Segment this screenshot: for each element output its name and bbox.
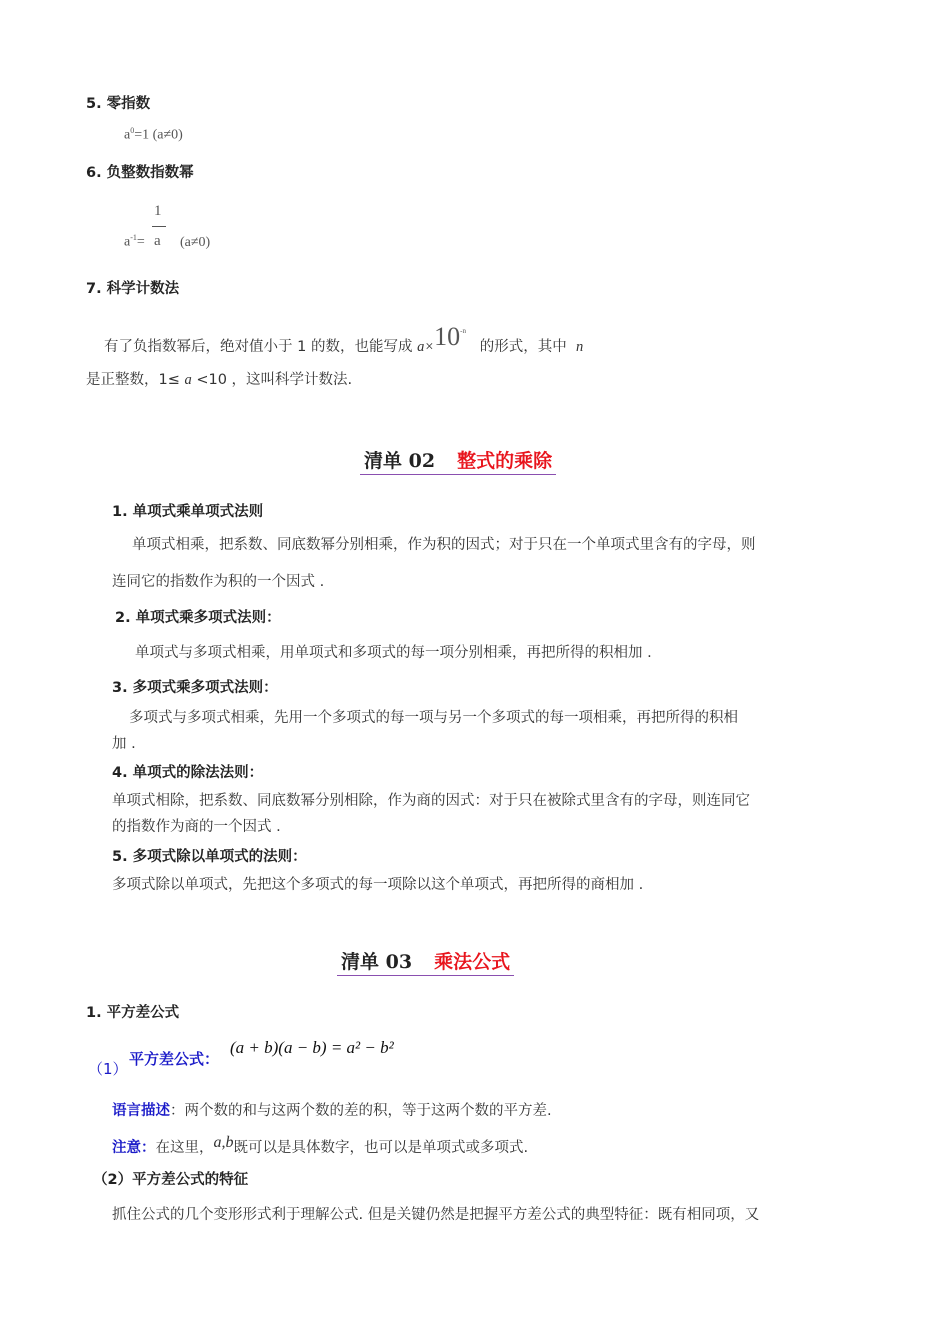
heading-difference-of-squares: 1. 平方差公式 [86,1005,180,1021]
rule-text: 的指数作为商的一个因式 . [112,819,281,835]
rule-heading: 1. 单项式乘单项式法则 [112,504,264,520]
rule-heading: 2. 单项式乘多项式法则： [115,610,281,626]
item-number: （1） [88,1060,128,1078]
rule-heading: 4. 单项式的除法法则： [112,765,264,781]
rule-text: 单项式与多项式相乘，用单项式和多项式的每一项分别相乘，再把所得的积相加 . [135,645,652,661]
formula-zero-exponent: $a^0=1$ (a≠0) [124,126,183,143]
features-text: 抓住公式的几个变形形式利于理解公式. 但是关键仍然是把握平方差公式的典型特征：既有相同项，又 [112,1207,760,1223]
rule-text: 单项式相乘，把系数、同底数幂分别相乘，作为积的因式；对于只在一个单项式里含有的字母，则 [132,537,756,553]
rule-text: 连同它的指数作为积的一个因式 . [112,574,325,590]
heading-scientific-notation: 7. 科学计数法 [86,281,180,297]
heading-features: （2）平方差公式的特征 [93,1172,249,1188]
formula-difference-of-squares: (a + b)(a − b) = a² − b² [230,1038,394,1057]
scientific-notation-text-2: 是正整数，1≤ a <10 ，这叫科学计数法. [86,372,353,388]
formula-label: 平方差公式： [129,1050,220,1068]
section-title-03: 清单 03 乘法公式 [337,947,514,976]
rule-heading: 3. 多项式乘多项式法则： [112,680,278,696]
section-title-02: 清单 02 整式的乘除 [360,446,556,475]
rule-text: 单项式相除，把系数、同底数幂分别相除，作为商的因式：对于只在被除式里含有的字母，则连同它 [112,793,750,809]
heading-zero-exponent: 5. 零指数 [86,96,151,112]
rule-heading: 5. 多项式除以单项式的法则： [112,849,307,865]
rule-text: 多项式除以单项式，先把这个多项式的每一项除以这个单项式，再把所得的商相加 . [112,877,644,893]
rule-text: 多项式与多项式相乘，先用一个多项式的每一项与另一个多项式的每一项相乘，再把所得的积相 [129,710,738,726]
note-line: 注意：在这里，a,b既可以是具体数字，也可以是单项式或多项式. [112,1134,529,1156]
description-line: 语言描述：两个数的和与这两个数的差的积，等于这两个数的平方差. [112,1103,552,1119]
scientific-notation-text-1: 有了负指数幂后，绝对值小于 1 的数，也能写成 $a\times 10^{-n}$ 的形式，其中 n [104,322,584,355]
heading-negative-exponent: 6. 负整数指数幂 [86,165,194,181]
rule-text: 加 . [112,736,136,752]
document-page: 5. 零指数 $a^0=1$ (a≠0) 6. 负整数指数幂 1 $a^{-1}=$ a (a≠0) 7. 科学计数法 有了负指数幂后，绝对值小于 1 的数，也能写成 $a\times 10^{-n}$ 的形式，其中 n 是正整数，1≤ a <10 ，这叫科学计数法. 清单 02 整式的乘除 1. 单项式乘单项式法则 单项式相乘，把系数、同底数幂分别相乘，作为积的因式；对于只在一个单项式里含有的字母，则 连同它的指数作为积的一个因式 . 2. 单项式乘多项式法则： 单项式与多项式相乘，用单项式和多项式的每一项分别相乘，再把所得的积相加 . 3. 多项式乘多项式法则： 多项式与多项式相乘，先用一个多项式的每一项与另一个多项式的每一项相乘，再把所得的积相 加 . 4. 单项式的除法法则： 单项式相除，把系数、同底数幂分别相除，作为商的因式：对于只在被除式里含有的字母，则连同它 的指数作为商的一个因式 . 5. 多项式除以单项式的法则： 多项式除以单项式，先把这个多项式的每一项除以这个单项式，再把所得的商相加 . 清单 03 乘法公式 1. 平方差公式 （1） 平方差公式： (a + b)(a − b) = a² − b² 语言描述：两个数的和与这两个数的差的积，等于这两个数的平方差. 注意：在这里，a,b既可以是具体数字，也可以是单项式或多项式. （2）平方差公式的特征 抓住公式的几个变形形式利于理解公式. 但是关键仍然是把握平方差公式的典型特征：既有相同项，又 [0,0,950,1344]
